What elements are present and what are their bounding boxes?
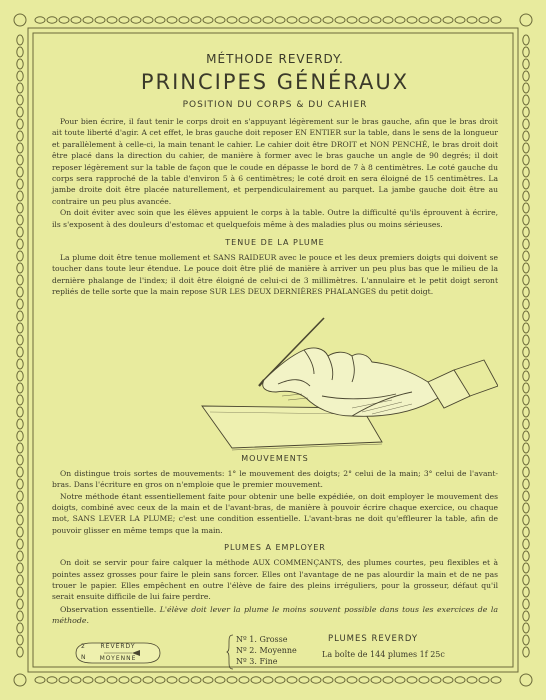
border-loop: [17, 383, 23, 393]
border-loop: [17, 107, 23, 117]
border-loop: [523, 215, 529, 225]
border-loop: [523, 527, 529, 537]
badge-bottom-text: MOYENNE: [99, 655, 137, 662]
border-loop: [17, 503, 23, 513]
border-loop: [17, 587, 23, 597]
border-loop: [395, 17, 405, 23]
border-loop: [407, 677, 417, 683]
border-loop: [523, 335, 529, 345]
border-loop: [523, 407, 529, 417]
border-loop: [17, 323, 23, 333]
border-loop: [17, 635, 23, 645]
brace-icon: [226, 634, 234, 670]
border-loop: [17, 227, 23, 237]
price-text: La boîte de 144 plumes 1f 25c: [322, 650, 445, 659]
border-loop: [359, 677, 369, 683]
border-loop: [227, 17, 237, 23]
border-loop: [155, 17, 165, 23]
border-loop: [17, 347, 23, 357]
border-corner: [14, 14, 26, 26]
border-loop: [131, 17, 141, 23]
border-loop: [523, 503, 529, 513]
border-loop: [179, 17, 189, 23]
border-loop: [523, 611, 529, 621]
border-loop: [523, 227, 529, 237]
border-loop: [523, 191, 529, 201]
hand-writing-drawing: [52, 300, 498, 454]
border-loop: [17, 563, 23, 573]
border-loop: [239, 17, 249, 23]
border-loop: [323, 677, 333, 683]
border-loop: [523, 599, 529, 609]
border-loop: [227, 677, 237, 683]
border-loop: [395, 677, 405, 683]
border-loop: [17, 191, 23, 201]
border-loop: [299, 677, 309, 683]
border-loop: [71, 677, 81, 683]
border-loop: [131, 677, 141, 683]
border-loop: [191, 17, 201, 23]
border-loop: [523, 383, 529, 393]
border-loop: [17, 431, 23, 441]
border-loop: [523, 623, 529, 633]
border-loop: [179, 677, 189, 683]
movements-heading: MOUVEMENTS: [241, 453, 309, 463]
border-loop: [523, 299, 529, 309]
border-loop: [467, 17, 477, 23]
observation-label: Observation essentielle.: [60, 604, 157, 614]
border-loop: [523, 455, 529, 465]
nib-size-1: Nº 1. Grosse: [236, 635, 288, 644]
nib-size-2: Nº 2. Moyenne: [236, 646, 297, 655]
border-loop: [71, 17, 81, 23]
border-loop: [95, 677, 105, 683]
border-loop: [275, 677, 285, 683]
border-loop: [275, 17, 285, 23]
border-loop: [17, 83, 23, 93]
border-loop: [523, 275, 529, 285]
border-loop: [17, 263, 23, 273]
pen-holding-paragraph: La plume doit être tenue mollement et SANS RAIDEUR avec le pouce et les deux premiers doigts qui doivent se toucher dans toute leur étendue. Le pouce doit être plié de manière à arriver un peu plus bas que le milieu de la dernière phalange de l'index; il doit être éloigné de celui-ci de 3 millimètres. L'annulaire et le petit doigt seront repliés de telle sorte que la main repose SUR LES DEUX DERNIÈRES PHALANGES du petit doigt.: [52, 253, 498, 297]
border-loop: [523, 647, 529, 657]
border-loop: [59, 677, 69, 683]
border-loop: [523, 119, 529, 129]
border-loop: [17, 311, 23, 321]
border-loop: [143, 677, 153, 683]
border-loop: [17, 395, 23, 405]
badge-top-text: REVERDY: [100, 643, 136, 650]
footer: [60, 632, 490, 672]
border-loop: [17, 527, 23, 537]
border-loop: [523, 563, 529, 573]
border-loop: [17, 143, 23, 153]
border-loop: [523, 59, 529, 69]
nib-size-3: Nº 3. Fine: [236, 657, 278, 666]
pen-holding-heading: TENUE DE LA PLUME: [225, 238, 325, 248]
border-loop: [215, 17, 225, 23]
border-loop: [17, 275, 23, 285]
price-line: [322, 650, 445, 659]
border-loop: [215, 677, 225, 683]
border-loop: [523, 467, 529, 477]
border-loop: [479, 677, 489, 683]
border-loop: [17, 215, 23, 225]
border-loop: [17, 419, 23, 429]
border-loop: [523, 35, 529, 45]
border-loop: [523, 347, 529, 357]
border-loop: [523, 551, 529, 561]
border-loop: [523, 131, 529, 141]
border-loop: [203, 17, 213, 23]
border-loop: [17, 371, 23, 381]
border-loop: [203, 677, 213, 683]
border-loop: [335, 677, 345, 683]
border-loop: [239, 677, 249, 683]
border-loop: [167, 17, 177, 23]
border-loop: [523, 311, 529, 321]
border-loop: [17, 599, 23, 609]
movements-paragraph-2: Notre méthode étant essentiellement faite pour obtenir une belle expédiée, on doit employer le mouvement des doigts, combiné avec ceux de la main et de l'avant-bras, de manière à pouvoir écrire chaque exercice, ou chaque mot, SANS LEVER LA PLUME; c'est une condition essentielle. L'avant-bras ne doit qu'effleurer la table, afin de pouvoir glisser en même temps que la main.: [52, 491, 498, 535]
border-loop: [251, 17, 261, 23]
border-loop: [467, 677, 477, 683]
border-loop: [119, 17, 129, 23]
border-loop: [523, 155, 529, 165]
border-loop: [47, 17, 57, 23]
border-loop: [35, 677, 45, 683]
border-loop: [523, 323, 529, 333]
border-loop: [335, 17, 345, 23]
border-loop: [17, 119, 23, 129]
border-loop: [311, 17, 321, 23]
border-loop: [17, 623, 23, 633]
border-loop: [523, 635, 529, 645]
border-loop: [17, 35, 23, 45]
border-loop: [17, 179, 23, 189]
border-loop: [455, 677, 465, 683]
border-loop: [107, 17, 117, 23]
border-loop: [17, 59, 23, 69]
border-loop: [17, 167, 23, 177]
border-loop: [17, 647, 23, 657]
posture-heading: POSITION DU CORPS & DU CAHIER: [182, 100, 368, 110]
border-loop: [523, 515, 529, 525]
border-loop: [443, 17, 453, 23]
border-loop: [17, 455, 23, 465]
border-loop: [523, 95, 529, 105]
border-loop: [83, 677, 93, 683]
border-loop: [83, 17, 93, 23]
border-loop: [523, 539, 529, 549]
border-loop: [47, 677, 57, 683]
border-loop: [17, 611, 23, 621]
border-loop: [17, 467, 23, 477]
border-loop: [523, 359, 529, 369]
border-loop: [523, 587, 529, 597]
border-loop: [479, 17, 489, 23]
border-loop: [263, 677, 273, 683]
border-loop: [155, 677, 165, 683]
border-loop: [59, 17, 69, 23]
brand-name: PLUMES REVERDY: [328, 634, 419, 644]
border-loop: [17, 239, 23, 249]
border-loop: [17, 491, 23, 501]
border-corner: [14, 674, 26, 686]
border-loop: [523, 395, 529, 405]
border-loop: [523, 479, 529, 489]
border-loop: [323, 17, 333, 23]
border-loop: [419, 17, 429, 23]
border-loop: [287, 17, 297, 23]
border-loop: [443, 677, 453, 683]
method-heading: MÉTHODE REVERDY.: [206, 52, 344, 66]
border-loop: [523, 239, 529, 249]
border-loop: [311, 677, 321, 683]
observation-text: L'élève doit lever la plume le moins souvent possible dans tous les exercices de la méthode.: [52, 604, 498, 625]
border-loop: [17, 251, 23, 261]
border-loop: [17, 299, 23, 309]
pens-paragraph: On doit se servir pour faire calquer la méthode AUX COMMENÇANTS, des plumes courtes, peu flexibles et à pointes assez grosses pour faire le plein sans forcer. Elles ont l'avantage de ne pas alourdir la main et de ne pas trouer le papier. Elles empêchent en outre l'élève de faire des pleins irréguliers, pour la grosseur, défaut qu'il serait ensuite difficile de lui faire perdre.: [52, 558, 498, 602]
border-loop: [17, 287, 23, 297]
border-loop: [347, 17, 357, 23]
border-loop: [35, 17, 45, 23]
observation-note: [52, 604, 498, 626]
border-loop: [407, 17, 417, 23]
border-loop: [17, 203, 23, 213]
border-loop: [251, 677, 261, 683]
border-loop: [383, 17, 393, 23]
hand-illustration: [52, 300, 498, 454]
border-loop: [371, 17, 381, 23]
posture-paragraph-1: Pour bien écrire, il faut tenir le corps droit en s'appuyant légèrement sur le bras gauche, afin que le bras droit ait toute liberté d'agir. A cet effet, le bras gauche doit reposer EN ENTIER sur la table, dans le sens de la longueur et parallèlement à celle-ci, la main tenant le cahier. Le cahier doit être DROIT et NON PENCHÉ, le bras droit doit être placé dans la direction du cahier, de manière à former avec le bras gauche un angle de 90 degrés; il doit reposer légèrement sur la table de façon que le coude en dépasse le bord de 7 à 8 centimètres. Le coté gauche du corps sera rapproché de la table d'environ 5 à 6 centimètres; le coté droit en sera éloigné de 15 centimètres. La jambe droite doit être placée naturellement, et perpendiculairement au parquet. La jambe gauche doit être au contraire un peu plus avancée.: [52, 117, 498, 206]
border-loop: [523, 71, 529, 81]
border-loop: [107, 677, 117, 683]
border-loop: [17, 575, 23, 585]
border-loop: [119, 677, 129, 683]
border-corner: [520, 674, 532, 686]
border-loop: [523, 167, 529, 177]
border-loop: [263, 17, 273, 23]
border-loop: [383, 677, 393, 683]
border-loop: [17, 407, 23, 417]
border-loop: [191, 677, 201, 683]
badge-left-text: 2: [81, 643, 85, 650]
border-loop: [347, 677, 357, 683]
pen-nib-badge: [74, 642, 162, 664]
border-loop: [17, 479, 23, 489]
border-loop: [17, 551, 23, 561]
content-area: [52, 50, 498, 626]
border-loop: [17, 47, 23, 57]
page-title: PRINCIPES GÉNÉRAUX: [140, 70, 410, 94]
border-loop: [523, 107, 529, 117]
border-loop: [17, 131, 23, 141]
border-corner: [520, 14, 532, 26]
border-loop: [455, 17, 465, 23]
border-loop: [431, 17, 441, 23]
border-loop: [523, 443, 529, 453]
pens-heading: PLUMES A EMPLOYER: [224, 543, 326, 553]
border-loop: [95, 17, 105, 23]
border-loop: [523, 47, 529, 57]
border-loop: [287, 677, 297, 683]
border-loop: [523, 419, 529, 429]
border-loop: [523, 143, 529, 153]
border-loop: [17, 71, 23, 81]
border-loop: [17, 95, 23, 105]
movements-paragraph-1: On distingue trois sortes de mouvements: 1° le mouvement des doigts; 2° celui de la main; 3° celui de l'avant-bras. Dans l'écriture en gros on n'emploie que le premier mouvement.: [52, 468, 498, 490]
nib-sizes-list: [236, 634, 297, 667]
border-loop: [17, 155, 23, 165]
border-loop: [431, 677, 441, 683]
border-loop: [17, 515, 23, 525]
border-loop: [17, 443, 23, 453]
border-loop: [371, 677, 381, 683]
border-loop: [523, 203, 529, 213]
border-loop: [419, 677, 429, 683]
posture-paragraph-2: On doit éviter avec soin que les élèves appuient le corps à la table. Outre la difficulté qu'ils éprouvent à écrire, ils s'exposent à des douleurs d'estomac et quelquefois même à des maladies plus ou moins sérieuses.: [52, 208, 498, 229]
border-loop: [523, 371, 529, 381]
border-loop: [143, 17, 153, 23]
border-loop: [359, 17, 369, 23]
border-loop: [167, 677, 177, 683]
border-loop: [523, 83, 529, 93]
border-loop: [17, 359, 23, 369]
border-loop: [523, 431, 529, 441]
border-loop: [523, 491, 529, 501]
border-loop: [491, 17, 501, 23]
border-loop: [523, 287, 529, 297]
badge-right-text: N: [81, 654, 86, 661]
border-loop: [17, 539, 23, 549]
border-loop: [523, 575, 529, 585]
border-loop: [523, 263, 529, 273]
border-loop: [523, 251, 529, 261]
border-loop: [299, 17, 309, 23]
border-loop: [523, 179, 529, 189]
border-loop: [491, 677, 501, 683]
border-loop: [17, 335, 23, 345]
